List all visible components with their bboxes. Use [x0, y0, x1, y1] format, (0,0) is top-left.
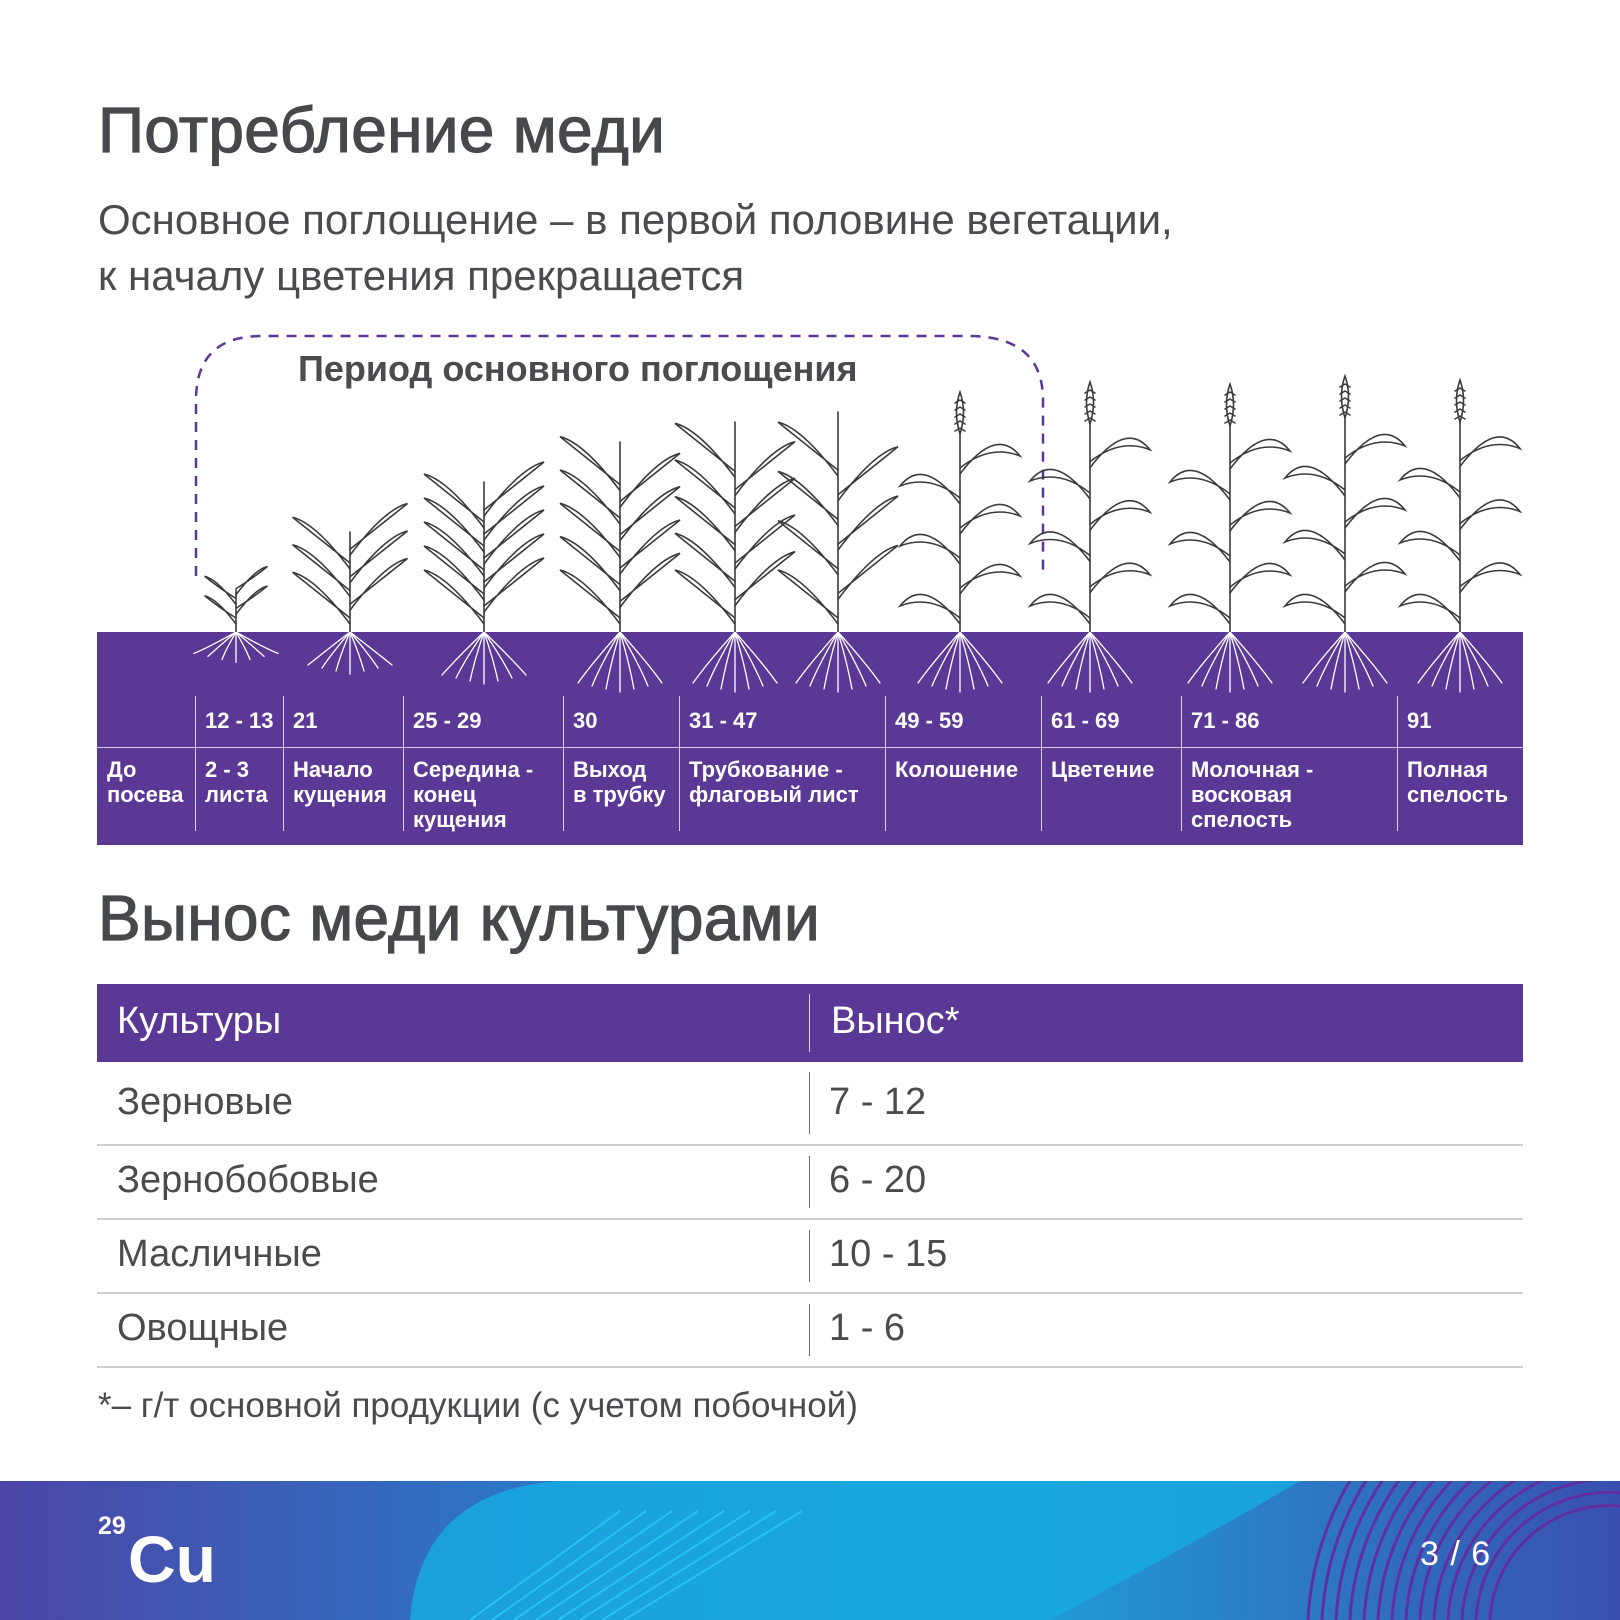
plant-leaf	[1090, 501, 1150, 531]
crop-name: Овощные	[117, 1307, 289, 1349]
plant-leaf	[900, 534, 960, 564]
plant-leaf	[838, 447, 898, 501]
column-divider	[809, 1072, 810, 1134]
plant-leaf	[900, 594, 960, 624]
removal-table	[97, 984, 1523, 1368]
column-divider	[809, 1304, 810, 1356]
element-symbol: Cu	[128, 1522, 216, 1596]
ear-grain	[1340, 384, 1350, 387]
stage-code: 25 - 29	[413, 708, 482, 733]
plant-leaf	[1090, 563, 1150, 593]
table-row	[97, 1146, 1523, 1220]
plant-leaf	[1460, 563, 1520, 593]
stage-name	[573, 757, 666, 807]
ear-grain	[1225, 420, 1235, 423]
plant-root	[1230, 632, 1272, 683]
plant-leaf	[1400, 531, 1460, 561]
stage-code: 12 - 13	[205, 708, 274, 733]
ear-grain	[1225, 392, 1235, 395]
plant-leaf	[236, 586, 267, 614]
stage-name	[1051, 757, 1154, 782]
stage-name	[1407, 757, 1508, 807]
plant-leaf	[675, 423, 735, 477]
plant-leaf	[1030, 594, 1090, 624]
footnote: *– г/т основной продукции (с учетом побочной)	[98, 1386, 858, 1425]
absorption-period-label: Период основного поглощения	[298, 348, 858, 389]
stage-code: 21	[293, 708, 318, 733]
stage-code: 71 - 86	[1191, 708, 1260, 733]
plant-root	[838, 632, 880, 683]
plant-root	[735, 632, 777, 683]
stage-name	[689, 757, 859, 807]
plant-leaf	[424, 570, 484, 624]
header-crops: Культуры	[117, 1000, 282, 1042]
stage-code: 30	[573, 708, 598, 733]
table-row	[97, 1220, 1523, 1294]
column-divider	[809, 1156, 810, 1208]
plant-leaf	[675, 570, 735, 624]
plant-leaf	[1345, 498, 1405, 528]
stage-name	[413, 757, 533, 832]
stage-name-line: конец	[413, 782, 477, 807]
plant-leaf	[1400, 594, 1460, 624]
plant-leaf	[778, 570, 838, 624]
growth-stage-band	[97, 632, 1523, 845]
footer-banner	[0, 1481, 1620, 1620]
plant-leaf	[778, 521, 838, 575]
plant-leaf	[960, 504, 1020, 534]
stage-name-line: Начало	[293, 757, 373, 782]
stage-column-divider	[563, 696, 564, 831]
plant-leaf	[293, 545, 351, 597]
plant-leaf	[1460, 500, 1520, 530]
plant-leaf	[620, 453, 680, 507]
stage-name-line: листа	[205, 782, 268, 807]
plant-root	[1090, 632, 1132, 683]
plant-root	[1188, 632, 1230, 683]
plant-leaf	[1285, 530, 1345, 560]
page-title: Потребление меди	[98, 94, 666, 166]
stage-name	[293, 757, 387, 807]
plant-leaf	[675, 533, 735, 587]
plant-leaf	[1170, 532, 1230, 562]
plant-leaf	[1230, 501, 1290, 531]
plant-leaf	[960, 444, 1020, 474]
ear-grain	[1455, 388, 1465, 391]
table-row	[97, 1062, 1523, 1146]
plant-root	[960, 632, 1002, 683]
roots-illustration	[97, 632, 1523, 712]
subtitle-line: Основное поглощение – в первой половине вегетации,	[98, 196, 1173, 243]
plant-leaf	[484, 558, 544, 612]
plant-leaf	[960, 564, 1020, 594]
stage-name-line: в трубку	[573, 782, 666, 807]
ear-grain	[1455, 416, 1465, 419]
plant-root	[918, 632, 960, 683]
stage-name	[1191, 757, 1313, 832]
stage-code: 49 - 59	[895, 708, 964, 733]
plant-leaf	[1030, 532, 1090, 562]
stage-column-divider	[195, 696, 196, 831]
plant-leaf	[675, 497, 735, 551]
plant-root	[620, 632, 662, 683]
stage-code: 61 - 69	[1051, 708, 1120, 733]
table-header	[97, 984, 1523, 1062]
plant-leaf	[1030, 469, 1090, 499]
stage-name	[107, 757, 183, 807]
stage-name-line: спелость	[1191, 807, 1293, 832]
plant-leaf	[293, 572, 351, 624]
stage-name-line: Выход	[573, 757, 647, 782]
ear-grain	[1085, 418, 1095, 421]
plant-leaf	[350, 559, 408, 611]
header-removal: Вынос*	[831, 1000, 960, 1042]
plant-leaf	[1170, 470, 1230, 500]
plant-leaf	[350, 504, 408, 556]
stage-name-line: Молочная -	[1191, 757, 1314, 782]
column-divider	[809, 1230, 810, 1282]
stage-column-divider	[1041, 696, 1042, 831]
plant-leaf	[1460, 437, 1520, 467]
plant-leaf	[1230, 563, 1290, 593]
plant-leaf	[675, 460, 735, 514]
crop-name: Зерновые	[117, 1081, 293, 1123]
plant-leaf	[293, 517, 351, 569]
stage-name-line: восковая	[1191, 782, 1293, 807]
removal-value: 6 - 20	[829, 1159, 927, 1201]
plant-root	[693, 632, 735, 683]
plant-leaf	[350, 531, 408, 583]
stage-name-line: флаговый лист	[689, 782, 859, 807]
plant-root	[796, 632, 838, 683]
plant-leaf	[560, 437, 620, 491]
plant-root	[578, 632, 620, 683]
stage-name-line: кущения	[293, 782, 387, 807]
ear-grain	[955, 400, 965, 403]
stage-name-line: 2 - 3	[205, 757, 250, 782]
stage-code: 91	[1407, 708, 1432, 733]
ear-grain	[955, 428, 965, 431]
crop-name: Зернобобовые	[117, 1159, 379, 1201]
stage-column-divider	[403, 696, 404, 831]
ear-grain	[1340, 412, 1350, 415]
stage-name-line: Середина -	[413, 757, 534, 782]
stage-name-line: спелость	[1407, 782, 1509, 807]
stage-name-line: посева	[107, 782, 184, 807]
plant-leaf	[1170, 594, 1230, 624]
plant-root	[1345, 632, 1387, 683]
subtitle-line: к началу цветения прекращается	[98, 252, 745, 299]
stage-column-divider	[1181, 696, 1182, 831]
page-indicator: 3 / 6	[1420, 1535, 1492, 1573]
stage-column-divider	[885, 696, 886, 831]
plant-root	[1303, 632, 1345, 683]
band-divider	[97, 747, 1523, 748]
header-divider	[809, 994, 810, 1052]
plant-root	[1048, 632, 1090, 683]
removal-value: 1 - 6	[829, 1307, 906, 1349]
stage-name-line: Полная	[1407, 757, 1489, 782]
stage-name-line: Цветение	[1051, 757, 1155, 782]
plant-leaf	[1285, 594, 1345, 624]
stage-name-line: Трубкование -	[689, 757, 843, 782]
plant-root	[1460, 632, 1502, 683]
plant-leaf	[1345, 434, 1405, 464]
stage-code: 31 - 47	[689, 708, 758, 733]
plant-leaf	[1230, 439, 1290, 469]
plant-leaf	[735, 442, 795, 496]
stage-column-divider	[283, 696, 284, 831]
plant-leaf	[1345, 562, 1405, 592]
plant-leaf	[1285, 466, 1345, 496]
plant-leaf	[1400, 468, 1460, 498]
stage-name-line: кущения	[413, 807, 507, 832]
section-title: Вынос меди культурами	[98, 882, 821, 954]
stage-name-line: Колошение	[895, 757, 1019, 782]
ear-grain	[1085, 390, 1095, 393]
plant-leaf	[838, 545, 898, 599]
plant-leaf	[1090, 438, 1150, 468]
crop-name: Масличные	[117, 1233, 322, 1275]
stage-column-divider	[679, 696, 680, 831]
plant-leaf	[778, 422, 838, 476]
table-row	[97, 1294, 1523, 1368]
atomic-number: 29	[98, 1512, 126, 1540]
plant-leaf	[735, 552, 795, 606]
removal-value: 7 - 12	[829, 1081, 927, 1123]
removal-value: 10 - 15	[829, 1233, 948, 1275]
plant-leaf	[900, 474, 960, 504]
stage-name-line: До	[107, 757, 137, 782]
plant-root	[1418, 632, 1460, 683]
stage-name	[205, 757, 268, 807]
plant-leaf	[838, 496, 898, 550]
stage-column-divider	[1397, 696, 1398, 831]
plant-leaf	[205, 596, 236, 624]
stage-name	[895, 757, 1018, 782]
